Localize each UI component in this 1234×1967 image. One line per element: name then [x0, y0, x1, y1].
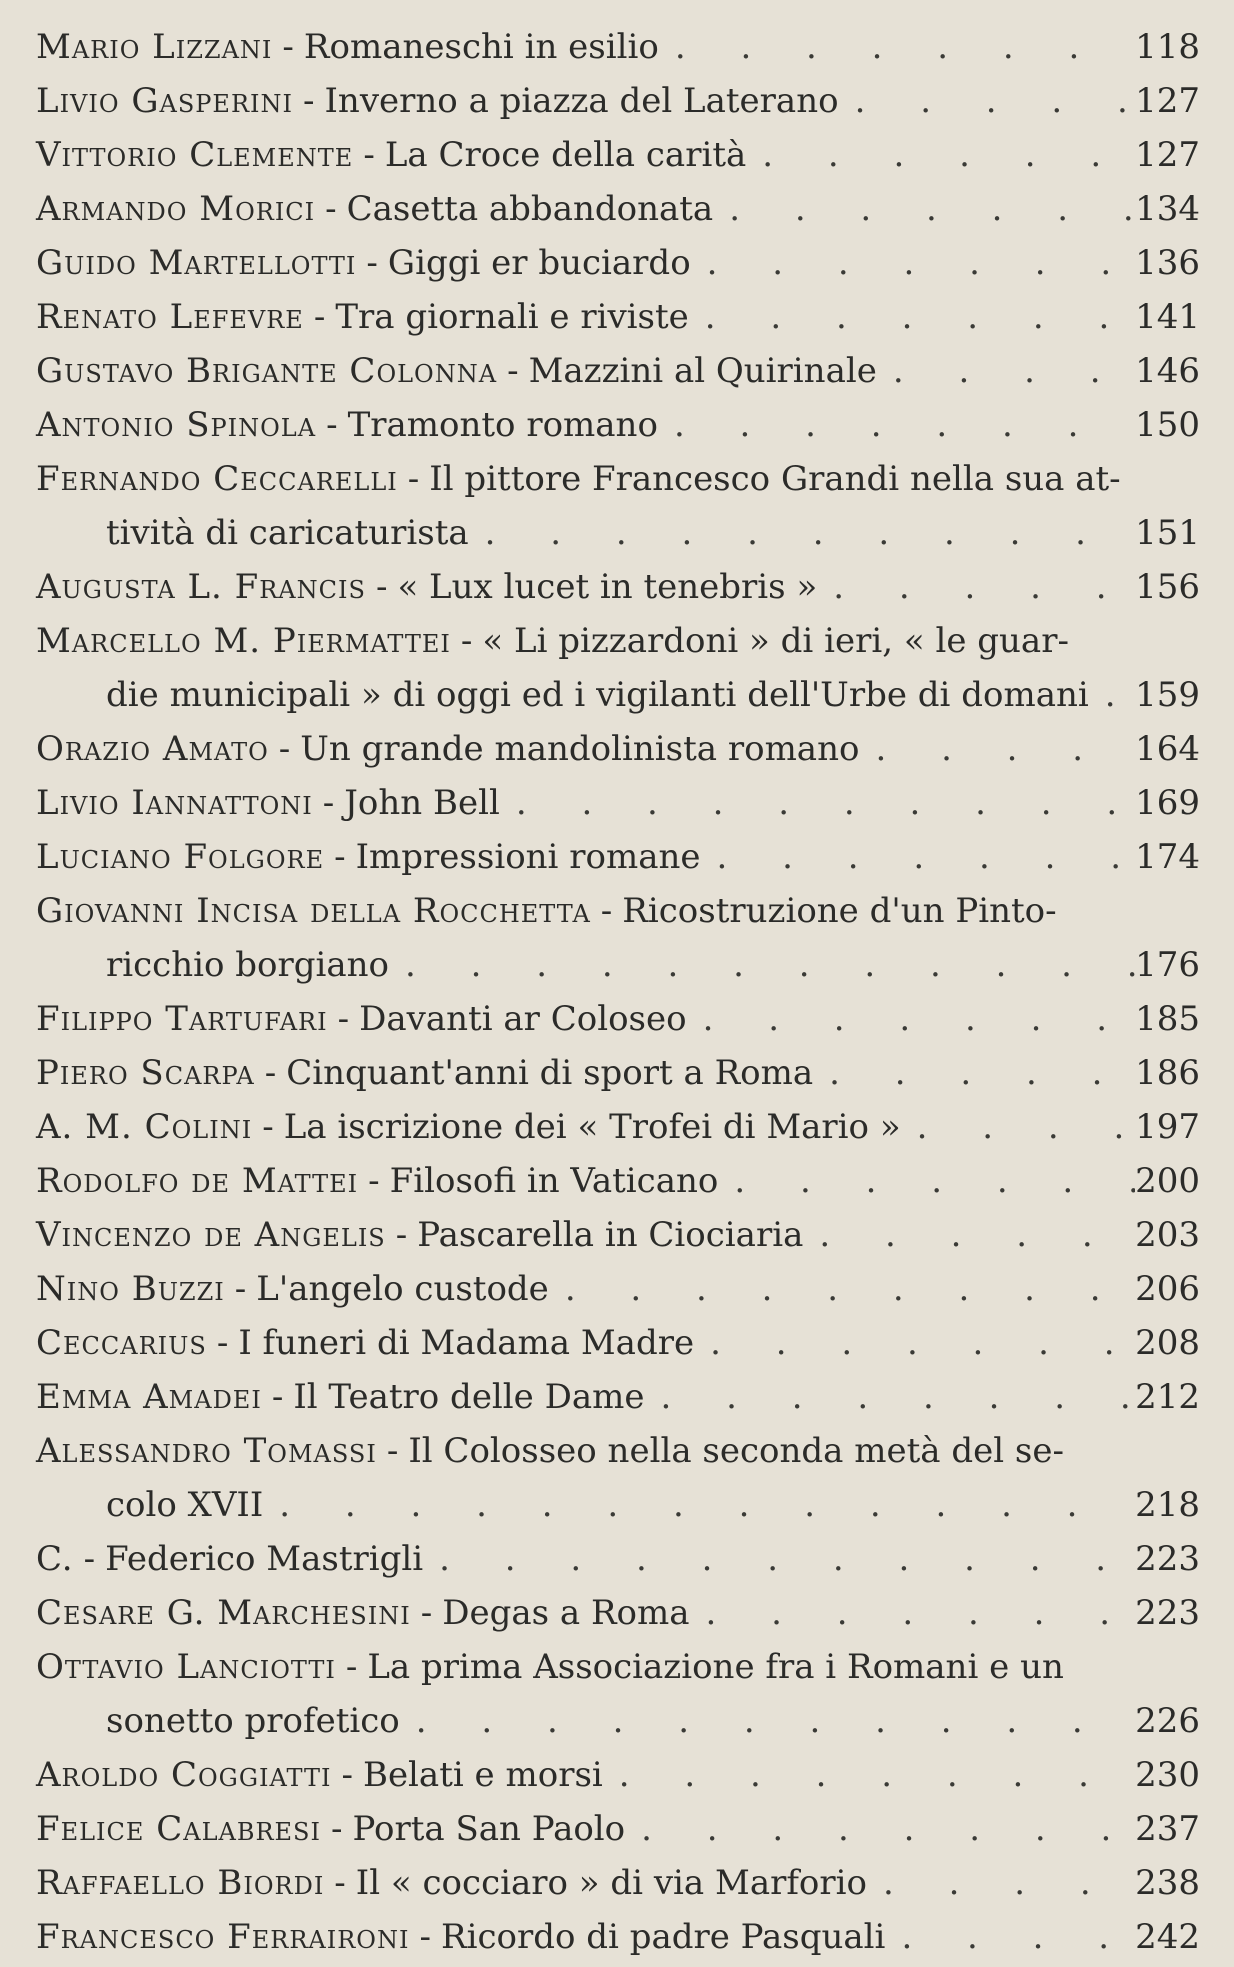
toc-leader-dots: [713, 182, 1135, 236]
toc-leader-dots: [701, 830, 1136, 884]
toc-author: Fernando Ceccarelli: [36, 459, 398, 499]
toc-entry: [36, 1046, 1200, 1100]
toc-entry: [36, 398, 1200, 452]
toc-entry-line: [36, 1856, 1200, 1910]
toc-entry-line: [36, 128, 1200, 182]
toc-title: Mazzini al Quirinale: [528, 351, 877, 391]
toc-title: Ricostruzione d'un Pinto-: [622, 891, 1057, 931]
toc-page-number: 127: [1135, 81, 1200, 121]
toc-separator: -: [271, 1377, 284, 1417]
toc-page-number: 200: [1135, 1161, 1200, 1201]
toc-page-number: 164: [1135, 729, 1200, 769]
toc-page-number: 185: [1135, 999, 1200, 1039]
toc-entry-line-continued: [36, 506, 1200, 560]
toc-author: Rodolfo de Mattei: [36, 1161, 359, 1201]
toc-page-number: 169: [1135, 783, 1200, 823]
toc-entry: [36, 1910, 1200, 1964]
toc-entry-line: [36, 1586, 1200, 1640]
toc-entry: [36, 1100, 1200, 1154]
toc-entry-line: [36, 452, 1200, 506]
toc-title: Casetta abbandonata: [346, 189, 714, 229]
toc-entry-line: [36, 776, 1200, 830]
toc-entry-line: [36, 20, 1200, 74]
toc-entry-line: [36, 1370, 1200, 1424]
toc-entry: [36, 182, 1200, 236]
toc-entry: [36, 1532, 1200, 1586]
toc-entry: [36, 1154, 1200, 1208]
toc-separator: -: [334, 1863, 346, 1903]
toc-author: Raffaello Biordi: [36, 1863, 325, 1903]
toc-separator: -: [368, 1161, 380, 1201]
toc-leader-dots: [689, 290, 1135, 344]
toc-author: Orazio Amato: [36, 729, 269, 769]
toc-separator: -: [278, 729, 291, 769]
toc-leader-dots: [691, 236, 1135, 290]
toc-author: C.: [36, 1539, 74, 1579]
toc-leader-dots: [687, 992, 1136, 1046]
toc-entry-line: [36, 1100, 1200, 1154]
toc-title-continued: die municipali » di oggi ed i vigilanti dell'Urbe di domani: [106, 675, 1089, 715]
toc-entry-line: [36, 1910, 1200, 1964]
toc-title: Tramonto romano: [347, 405, 658, 445]
toc-entry-line: [36, 1748, 1200, 1802]
toc-title: Pascarella in Ciociaria: [417, 1215, 804, 1255]
toc-entry-line: [36, 74, 1200, 128]
toc-page-number: 226: [1135, 1701, 1200, 1741]
toc-entry-line: [36, 236, 1200, 290]
toc-separator: -: [216, 1323, 229, 1363]
toc-entry-line-continued: [36, 938, 1200, 992]
toc-title-continued: tività di caricaturista: [106, 513, 469, 553]
toc-separator: -: [334, 837, 346, 877]
toc-entry: [36, 884, 1200, 992]
toc-separator: -: [234, 1269, 247, 1309]
toc-leader-dots: [817, 560, 1135, 614]
toc-title: Cinquant'anni di sport a Roma: [286, 1053, 814, 1093]
toc-entry-line: [36, 1640, 1200, 1694]
toc-entry: [36, 344, 1200, 398]
toc-page-number: 223: [1135, 1539, 1200, 1579]
toc-page-number: 146: [1135, 351, 1200, 391]
toc-separator: -: [419, 1917, 431, 1957]
toc-page-number: 208: [1135, 1323, 1200, 1363]
toc-author: Filippo Tartufari: [36, 999, 328, 1039]
toc-entry-line: [36, 182, 1200, 236]
toc-author: Livio Gasperini: [36, 81, 293, 121]
toc-author: Livio Iannattoni: [36, 783, 313, 823]
toc-title: « Lux lucet in tenebris »: [397, 567, 818, 607]
toc-entry-line: [36, 1208, 1200, 1262]
toc-author: Renato Lefevre: [36, 297, 304, 337]
toc-page-number: 150: [1135, 405, 1200, 445]
toc-leader-dots: [603, 1748, 1135, 1802]
toc-separator: -: [262, 1107, 274, 1147]
toc-title-continued: sonetto profetico: [106, 1701, 400, 1741]
toc-author: Felice Calabresi: [36, 1809, 321, 1849]
toc-author: Mario Lizzani: [36, 27, 273, 67]
toc-author: Francesco Ferraironi: [36, 1917, 410, 1957]
toc-separator: -: [303, 81, 315, 121]
toc-entry: [36, 776, 1200, 830]
toc-separator: -: [507, 351, 519, 391]
toc-author: Piero Scarpa: [36, 1053, 255, 1093]
toc-entry-line: [36, 344, 1200, 398]
toc-separator: -: [264, 1053, 277, 1093]
toc-separator: -: [330, 1809, 343, 1849]
toc-title: La iscrizione dei « Trofei di Mario »: [283, 1107, 901, 1147]
toc-author: A. M. Colini: [36, 1107, 253, 1147]
toc-leader-dots: [645, 1370, 1136, 1424]
toc-entry: [36, 1262, 1200, 1316]
toc-leader-dots: [549, 1262, 1135, 1316]
toc-title: La prima Associazione fra i Romani e un: [367, 1647, 1064, 1687]
toc-entry: [36, 992, 1200, 1046]
toc-leader-dots: [625, 1802, 1135, 1856]
toc-leader-dots: [813, 1046, 1135, 1100]
toc-title: Impressioni romane: [355, 837, 701, 877]
toc-separator: -: [83, 1539, 96, 1579]
toc-entry-line: [36, 1154, 1200, 1208]
toc-leader-dots: [659, 20, 1135, 74]
toc-entry: [36, 1856, 1200, 1910]
toc-entry-line: [36, 614, 1200, 668]
toc-entry-line-continued: [36, 1478, 1200, 1532]
toc-entry-line: [36, 1262, 1200, 1316]
toc-entry: [36, 290, 1200, 344]
toc-entry-line: [36, 1046, 1200, 1100]
toc-page-number: 134: [1135, 189, 1200, 229]
toc-author: Aroldo Coggiatti: [36, 1755, 332, 1795]
toc-title: Il Colosseo nella seconda metà del se-: [408, 1431, 1064, 1471]
toc-entry: [36, 236, 1200, 290]
toc-leader-dots: [718, 1154, 1135, 1208]
toc-entry-line: [36, 992, 1200, 1046]
toc-separator: -: [407, 459, 420, 499]
toc-leader-dots: [694, 1316, 1135, 1370]
toc-title: Romaneschi in esilio: [303, 27, 659, 67]
toc-author: Guido Martellotti: [36, 243, 357, 283]
toc-entry-line: [36, 560, 1200, 614]
toc-entry-line: [36, 398, 1200, 452]
toc-author: Alessandro Tomassi: [36, 1431, 377, 1471]
toc-entry: [36, 20, 1200, 74]
toc-author: Emma Amadei: [36, 1377, 262, 1417]
toc-page-number: 186: [1135, 1053, 1200, 1093]
toc-entry-line-continued: [36, 668, 1200, 722]
toc-entry: [36, 1424, 1200, 1532]
toc-leader-dots: [658, 398, 1135, 452]
toc-entry-line: [36, 830, 1200, 884]
toc-entry: [36, 1208, 1200, 1262]
toc-page-number: 218: [1135, 1485, 1200, 1525]
toc-page-number: 242: [1135, 1917, 1200, 1957]
toc-title: L'angelo custode: [256, 1269, 549, 1309]
toc-title: Un grande mandolinista romano: [300, 729, 860, 769]
toc-author: Armando Morici: [36, 189, 316, 229]
toc-title: Porta San Paolo: [352, 1809, 626, 1849]
toc-author: Marcello M. Piermattei: [36, 621, 451, 661]
toc-title: « Li pizzardoni » di ieri, « le guar-: [482, 621, 1069, 661]
toc-page-number: 223: [1135, 1593, 1200, 1633]
toc-author: Cesare G. Marchesini: [36, 1593, 411, 1633]
toc-title: Filosofi in Vaticano: [389, 1161, 719, 1201]
toc-title: Il « cocciaro » di via Marforio: [355, 1863, 867, 1903]
toc-title: Degas a Roma: [442, 1593, 690, 1633]
toc-title: Il pittore Francesco Grandi nella sua at-: [429, 459, 1121, 499]
toc-entry: [36, 614, 1200, 722]
toc-entry-line: [36, 1424, 1200, 1478]
toc-page-number: 136: [1135, 243, 1200, 283]
toc-title: Federico Mastrigli: [105, 1539, 424, 1579]
toc-leader-dots: [263, 1478, 1135, 1532]
toc-separator: -: [337, 999, 350, 1039]
toc-page-number: 127: [1135, 135, 1200, 175]
toc-separator: -: [460, 621, 473, 661]
toc-entry: [36, 128, 1200, 182]
toc-separator: -: [363, 135, 375, 175]
toc-title-continued: colo XVII: [106, 1485, 264, 1525]
toc-author: Vincenzo de Angelis: [36, 1215, 386, 1255]
toc-page-number: 238: [1135, 1863, 1200, 1903]
toc-title: Belati e morsi: [362, 1755, 603, 1795]
toc-leader-dots: [423, 1532, 1135, 1586]
toc-author: Gustavo Brigante Colonna: [36, 351, 498, 391]
toc-leader-dots: [1089, 668, 1135, 722]
toc-separator: -: [395, 1215, 408, 1255]
toc-separator: -: [341, 1755, 353, 1795]
toc-entry-line: [36, 1802, 1200, 1856]
toc-separator: -: [322, 783, 335, 823]
toc-entry: [36, 1748, 1200, 1802]
toc-separator: -: [366, 243, 378, 283]
toc-entry-line-continued: [36, 1694, 1200, 1748]
toc-entry-line: [36, 1532, 1200, 1586]
toc-separator: -: [326, 405, 338, 445]
toc-separator: -: [325, 189, 337, 229]
toc-separator: -: [600, 891, 613, 931]
toc-page-number: 206: [1135, 1269, 1200, 1309]
toc-leader-dots: [389, 938, 1135, 992]
toc-leader-dots: [877, 344, 1135, 398]
toc-author: Vittorio Clemente: [36, 135, 354, 175]
toc-page-number: 176: [1135, 945, 1200, 985]
toc-leader-dots: [500, 776, 1135, 830]
toc-title: La Croce della carità: [384, 135, 747, 175]
toc-leader-dots: [885, 1910, 1135, 1964]
toc-entry: [36, 830, 1200, 884]
toc-separator: -: [420, 1593, 433, 1633]
toc-page-number: 159: [1135, 675, 1200, 715]
toc-leader-dots: [469, 506, 1135, 560]
toc-page-number: 118: [1135, 27, 1200, 67]
toc-entry: [36, 1316, 1200, 1370]
toc-leader-dots: [901, 1100, 1135, 1154]
toc-leader-dots: [746, 128, 1135, 182]
toc-author: Nino Buzzi: [36, 1269, 225, 1309]
toc-author: Ceccarius: [36, 1323, 207, 1363]
toc-author: Giovanni Incisa della Rocchetta: [36, 891, 591, 931]
toc-entry: [36, 452, 1200, 560]
toc-entry: [36, 1586, 1200, 1640]
toc-entry-line: [36, 722, 1200, 776]
toc-leader-dots: [690, 1586, 1136, 1640]
toc-page-number: 156: [1135, 567, 1200, 607]
toc-entry: [36, 74, 1200, 128]
toc-page-number: 197: [1135, 1107, 1200, 1147]
toc-entry-line: [36, 1316, 1200, 1370]
toc-title: Giggi er buciardo: [387, 243, 691, 283]
toc-page-number: 237: [1135, 1809, 1200, 1849]
toc-author: Luciano Folgore: [36, 837, 325, 877]
toc-entry: [36, 722, 1200, 776]
toc-leader-dots: [859, 722, 1135, 776]
toc-author: Augusta L. Francis: [36, 567, 366, 607]
toc-leader-dots: [867, 1856, 1135, 1910]
toc-author: Ottavio Lanciotti: [36, 1647, 336, 1687]
toc-title: Tra giornali e riviste: [335, 297, 689, 337]
toc-separator: -: [386, 1431, 399, 1471]
toc-page-number: 151: [1135, 513, 1200, 553]
toc-author: Antonio Spinola: [36, 405, 317, 445]
toc-separator: -: [345, 1647, 358, 1687]
toc-separator: -: [375, 567, 388, 607]
toc-leader-dots: [400, 1694, 1135, 1748]
toc-entry: [36, 1802, 1200, 1856]
toc-title: I funeri di Madama Madre: [238, 1323, 695, 1363]
toc-separator: -: [282, 27, 294, 67]
toc-page-number: 203: [1135, 1215, 1200, 1255]
toc-title: John Bell: [344, 783, 500, 823]
toc-entry: [36, 1370, 1200, 1424]
toc-title: Davanti ar Coloseo: [359, 999, 687, 1039]
toc-entry-line: [36, 290, 1200, 344]
toc-page-number: 174: [1135, 837, 1200, 877]
toc-entry: [36, 1640, 1200, 1748]
table-of-contents: [36, 20, 1200, 1964]
toc-title: Inverno a piazza del Laterano: [324, 81, 839, 121]
toc-entry: [36, 560, 1200, 614]
toc-leader-dots: [803, 1208, 1135, 1262]
toc-page-number: 212: [1135, 1377, 1200, 1417]
toc-page-number: 141: [1135, 297, 1200, 337]
toc-title: Ricordo di padre Pasquali: [440, 1917, 886, 1957]
toc-title-continued: ricchio borgiano: [106, 945, 390, 985]
toc-page-number: 230: [1135, 1755, 1200, 1795]
toc-entry-line: [36, 884, 1200, 938]
toc-title: Il Teatro delle Dame: [293, 1377, 645, 1417]
toc-separator: -: [313, 297, 326, 337]
toc-leader-dots: [839, 74, 1136, 128]
